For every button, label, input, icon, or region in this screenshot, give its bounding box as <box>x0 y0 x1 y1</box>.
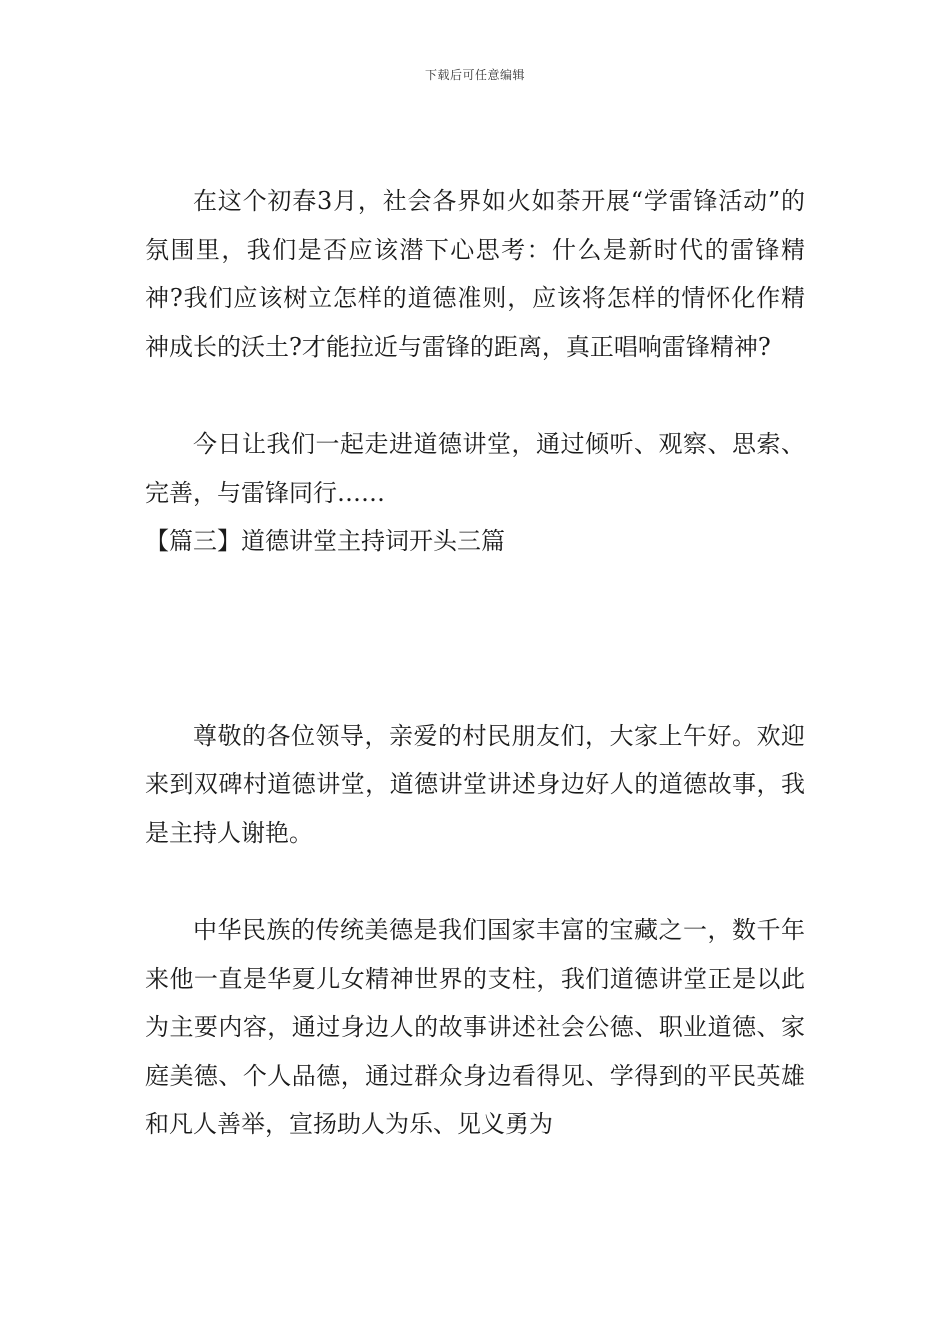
paragraph-lei-feng-spirit: 在这个初春3月，社会各界如火如荼开展“学雷锋活动”的氛围里，我们是否应该潜下心思考：什么是新时代的雷锋精神?我们应该树立怎样的道德准则，应该将怎样的情怀化作精神成长的沃土?才能拉近与雷锋的距离，真正唱响雷锋精神? <box>145 187 805 361</box>
paragraph-moral-lecture-hall: 今日让我们一起走进道德讲堂，通过倾听、观察、思索、完善，与雷锋同行…… <box>145 430 805 507</box>
page-header: 下载后可任意编辑 <box>424 68 525 82</box>
section-spacer <box>145 566 805 712</box>
paragraph-greeting: 尊敬的各位领导，亲爱的村民朋友们，大家上午好。欢迎来到双碑村道德讲堂，道德讲堂讲述身边好人的道德故事，我是主持人谢艳。 <box>145 721 805 847</box>
section-heading: 【篇三】道德讲堂主持词开头三篇 <box>145 527 505 555</box>
paragraph-spacer <box>145 371 805 420</box>
paragraph-traditional-virtues: 中华民族的传统美德是我们国家丰富的宝藏之一，数千年来他一直是华夏儿女精神世界的支柱，我们道德讲堂正是以此为主要内容，通过身边人的故事讲述社会公德、职业道德、家庭美德、个人品德，通过群众身边看得见、学得到的平民英雄和凡人善举，宣扬助人为乐、见义勇为 <box>145 916 805 1138</box>
document-body <box>145 177 805 1149</box>
paragraph-spacer <box>145 857 805 906</box>
